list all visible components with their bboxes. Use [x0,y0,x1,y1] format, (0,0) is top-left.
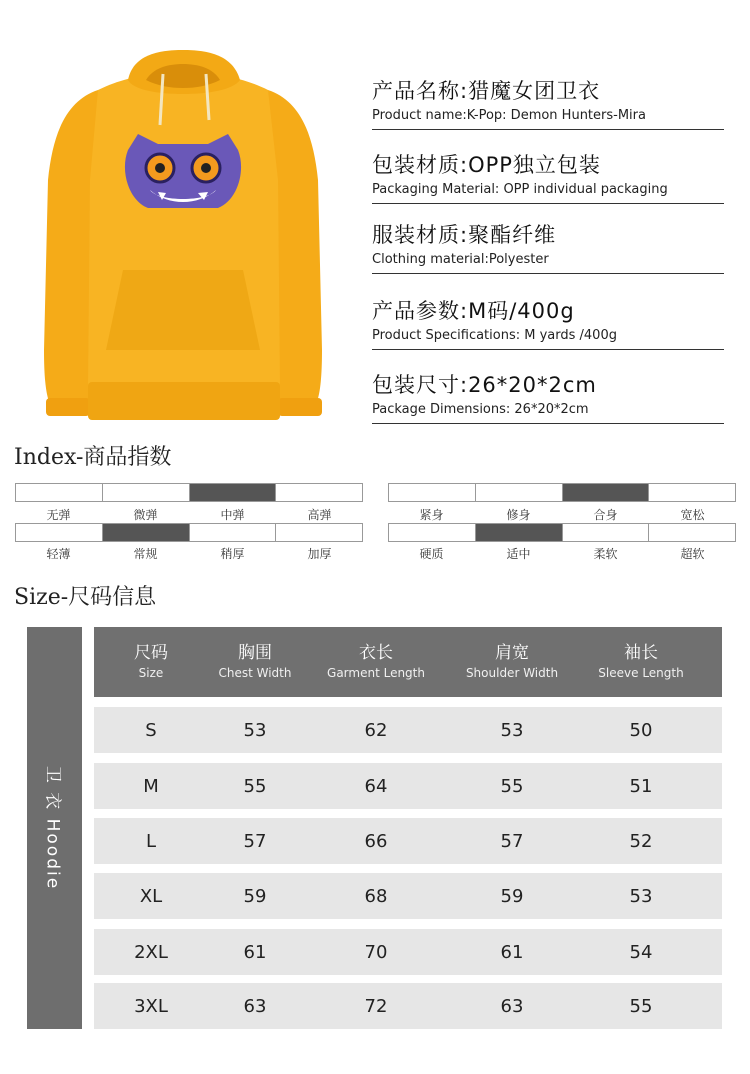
header-zh: 胸围 [238,643,272,663]
cell-chest: 59 [243,885,267,907]
size-title: Size-尺码信息 [14,585,157,610]
table-row [94,983,722,1029]
dimensions-block [372,372,724,424]
elasticity-labels [15,506,363,523]
bar-segment [16,524,103,541]
bar-segment [190,484,277,501]
cell-shoulder: 61 [500,941,524,963]
fit-label: 合身 [593,508,618,522]
header-zh: 尺码 [134,643,168,663]
bar-segment [276,524,362,541]
cell-length: 72 [364,995,388,1017]
product-name-en: Product name:K-Pop: Demon Hunters-Mira [372,108,646,123]
cell-size: S [145,719,157,741]
cell-size: XL [139,885,163,907]
softness-label: 硬质 [419,547,444,561]
cell-sleeve: 51 [629,775,653,797]
cell-chest: 57 [243,830,267,852]
elasticity-label: 微弹 [133,508,158,522]
header-cell-size [100,627,202,697]
cell-sleeve: 55 [629,995,653,1017]
header-en: Garment Length [327,666,425,680]
cell-sleeve: 50 [629,719,653,741]
table-row [94,929,722,975]
header-zh: 袖长 [624,643,658,663]
softness-label: 适中 [506,547,531,561]
category-label: 卫 衣 Hoodie [42,765,62,891]
material-zh: 服装材质:聚酯纤维 [372,223,557,247]
fit-label: 修身 [506,508,531,522]
cell-length: 68 [364,885,388,907]
softness-labels [388,545,736,562]
cell-length: 64 [364,775,388,797]
header-en: Shoulder Width [465,666,559,680]
header-cell-chest [202,627,308,697]
header-cell-sleeve [580,627,702,697]
bar-segment [476,484,563,501]
packaging-en: Packaging Material: OPP individual packaging [372,182,668,197]
cell-length: 70 [364,941,388,963]
header-cell-shoulder [444,627,580,697]
product-name-zh: 产品名称:猎魔女团卫衣 [372,79,601,103]
bar-segment [16,484,103,501]
header-en: Sleeve Length [598,666,684,680]
elasticity-label: 无弹 [46,508,71,522]
cell-sleeve: 54 [629,941,653,963]
cell-sleeve: 52 [629,830,653,852]
cell-chest: 55 [243,775,267,797]
cell-size: M [143,775,159,797]
cell-size: 2XL [134,941,168,963]
category-label-column [27,627,82,1029]
cell-chest: 61 [243,941,267,963]
fit-label: 宽松 [680,508,705,522]
bar-segment [103,484,190,501]
product-name-block [372,78,724,130]
bar-segment [190,524,277,541]
thickness-label: 常规 [133,547,158,561]
bar-segment [649,484,735,501]
spec-zh: 产品参数:M码/400g [372,299,575,323]
cell-length: 62 [364,719,388,741]
header-zh: 肩宽 [495,643,529,663]
cell-chest: 63 [243,995,267,1017]
fit-labels [388,506,736,523]
header-en: Size [138,666,164,680]
table-row [94,818,722,864]
material-block [372,222,724,274]
header-en: Chest Width [218,666,292,680]
cell-shoulder: 57 [500,830,524,852]
cell-shoulder: 53 [500,719,524,741]
elasticity-label: 中弹 [220,508,245,522]
spec-en: Product Specifications: M yards /400g [372,328,617,343]
bar-segment [563,484,650,501]
hoodie-product-image [28,50,338,430]
bar-segment [103,524,190,541]
table-row [94,707,722,753]
dimensions-zh: 包装尺寸:26*20*2cm [372,373,597,397]
bar-segment [649,524,735,541]
cell-chest: 53 [243,719,267,741]
index-title: Index-商品指数 [14,445,172,470]
header-zh: 衣长 [359,643,393,663]
thickness-labels [15,545,363,562]
cell-size: 3XL [134,995,168,1017]
thickness-label: 轻薄 [46,547,71,561]
bar-segment [476,524,563,541]
softness-bar [388,523,736,542]
fit-label: 紧身 [419,508,444,522]
softness-label: 柔软 [593,547,618,561]
cell-shoulder: 59 [500,885,524,907]
bar-segment [389,484,476,501]
packaging-block [372,152,724,204]
elasticity-label: 高弹 [307,508,332,522]
cell-sleeve: 53 [629,885,653,907]
cell-size: L [145,830,157,852]
table-row [94,763,722,809]
softness-label: 超软 [680,547,705,561]
bar-segment [276,484,362,501]
bar-segment [563,524,650,541]
elasticity-bar [15,483,363,502]
bar-segment [389,524,476,541]
spec-block [372,298,724,350]
thickness-bar [15,523,363,542]
material-en: Clothing material:Polyester [372,252,549,267]
header-cell-length [308,627,444,697]
fit-bar [388,483,736,502]
table-row [94,873,722,919]
thickness-label: 加厚 [307,547,332,561]
dimensions-en: Package Dimensions: 26*20*2cm [372,402,589,417]
cell-shoulder: 55 [500,775,524,797]
packaging-zh: 包装材质:OPP独立包装 [372,153,601,177]
size-table-header [94,627,722,697]
cell-length: 66 [364,830,388,852]
thickness-label: 稍厚 [220,547,245,561]
cell-shoulder: 63 [500,995,524,1017]
